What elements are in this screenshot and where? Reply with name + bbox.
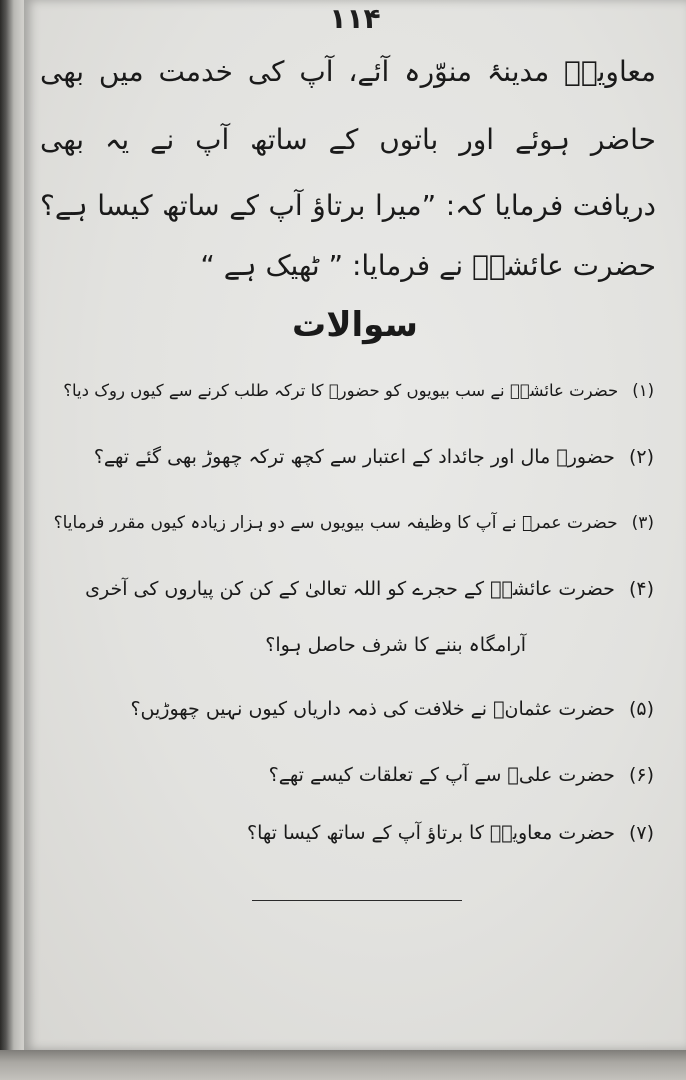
section-heading: سوالات: [292, 305, 418, 345]
question-item: [85, 574, 654, 604]
question-item: [247, 818, 654, 848]
question-number: (۳): [631, 513, 654, 533]
paragraph-line: معاویہؓ مدینۂ منوّرہ آئے، آپ کی خدمت میں بھی: [40, 55, 656, 88]
question-number: (۲): [628, 446, 654, 468]
page-number: ۱۱۴: [329, 2, 381, 35]
paragraph-line: حاضر ہوئے اور باتوں کے ساتھ آپ نے یہ بھی: [40, 123, 656, 156]
question-number: (۷): [628, 822, 654, 844]
question-item: [269, 760, 654, 790]
question-text: حضرت معاویہؓ کا برتاؤ آپ کے ساتھ کیسا تھا؟: [246, 822, 615, 844]
paragraph-line: دریافت فرمایا کہ: ”میرا برتاؤ آپ کے ساتھ کیسا ہے؟: [40, 189, 656, 222]
question-item: [63, 376, 654, 406]
paragraph-line: حضرت عائشہؓ نے فرمایا: ” ٹھیک ہے “: [200, 249, 656, 282]
end-rule: [252, 900, 462, 901]
question-number: (۶): [628, 764, 654, 786]
next-page-edge: [0, 1050, 686, 1080]
question-text: حضورؐ مال اور جائداد کے اعتبار سے کچھ ترکہ چھوڑ بھی گئے تھے؟: [93, 446, 615, 468]
question-text: حضرت عمرؓ نے آپ کا وظیفہ سب بیویوں سے دو ہزار زیادہ کیوں مقرر فرمایا؟: [53, 513, 618, 533]
question-text: حضرت علیؓ سے آپ کے تعلقات کیسے تھے؟: [268, 764, 615, 786]
question-text: حضرت عائشہؓ نے سب بیویوں کو حضورؐ کا ترکہ طلب کرنے سے کیوں روک دیا؟: [63, 381, 619, 400]
page-sheet: [24, 0, 686, 1050]
question-item: [94, 442, 654, 472]
question-text: حضرت عثمانؓ نے خلافت کی ذمہ داریاں کیوں نہیں چھوڑیں؟: [130, 698, 615, 720]
question-continuation: آرامگاہ بننے کا شرف حاصل ہوا؟: [265, 634, 526, 656]
question-item: [130, 694, 654, 724]
question-text: حضرت عائشہؓ کے حجرے کو اللہ تعالیٰ کے کن کن پیاروں کی آخری: [85, 578, 615, 600]
question-number: (۵): [628, 698, 654, 720]
question-item: [54, 508, 654, 538]
question-number: (۴): [628, 578, 654, 600]
question-number: (۱): [632, 381, 654, 400]
